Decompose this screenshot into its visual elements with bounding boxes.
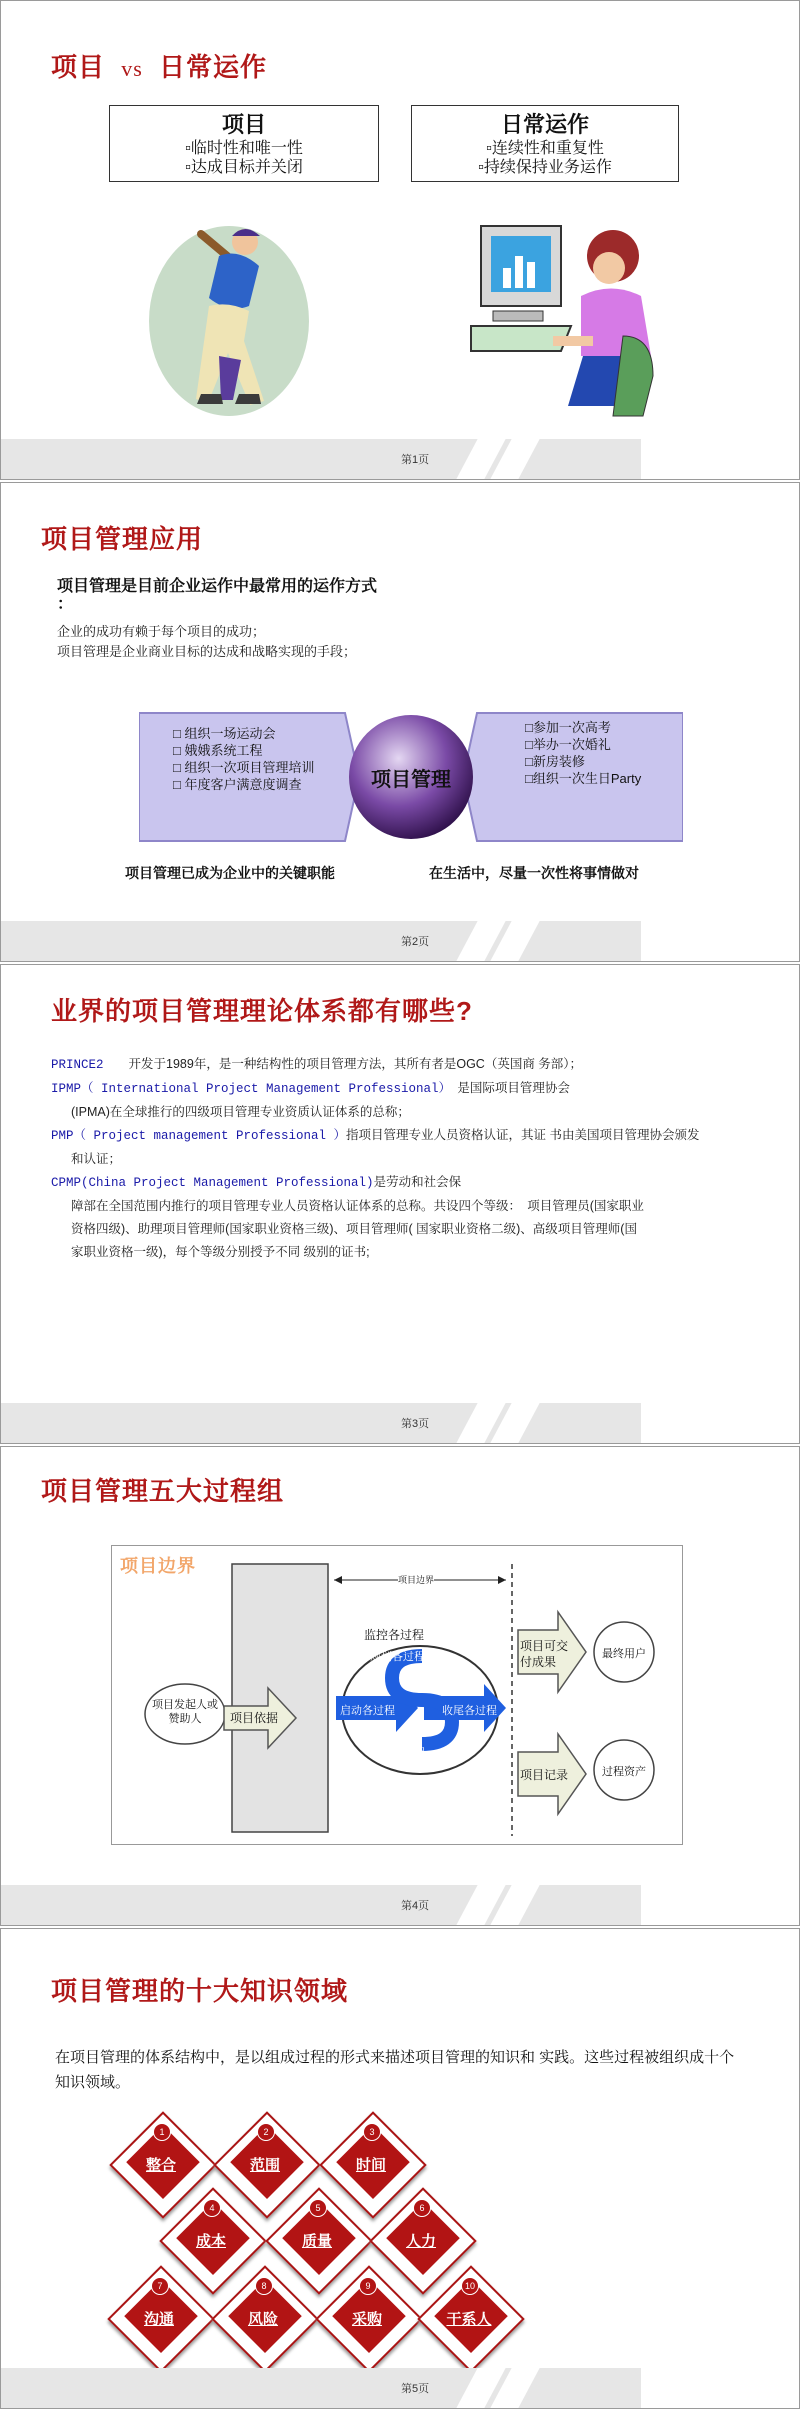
area-number: 7 xyxy=(151,2277,169,2295)
project-box xyxy=(109,105,379,182)
slide-footer xyxy=(1,2368,641,2408)
ipmp-line: IPMP（ International Project Management Professional） 是国际项目管理协会 xyxy=(51,1081,570,1096)
caption-right: 在生活中，尽量一次性将事情做对 xyxy=(429,865,639,881)
slide-2 xyxy=(0,482,800,962)
end-user-node: 最终用户 xyxy=(602,1648,646,1660)
slide-footer xyxy=(1,921,641,961)
list-item: □参加一次高考 xyxy=(525,720,611,735)
area-label: 范围 xyxy=(249,2157,280,2174)
area-number: 8 xyxy=(255,2277,273,2295)
slide-3-title: 业界的项目管理理论体系都有哪些? xyxy=(51,996,473,1026)
slide-footer xyxy=(1,1885,641,1925)
office-worker-illustration xyxy=(463,216,673,426)
start-label: 启动各过程 xyxy=(340,1705,395,1717)
intro-paragraph: 在项目管理的体系结构中，是以组成过程的形式来描述项目管理的知识和 实践。这些过程被组织成十个知识领域。 xyxy=(55,2049,735,2091)
sponsor-node: 项目发起人或赞助人 xyxy=(152,1699,218,1725)
slide-2-title: 项目管理应用 xyxy=(41,524,204,554)
pmp-line-2: 和认证； xyxy=(71,1152,122,1166)
plan-label: 规划各过程 xyxy=(370,1651,425,1663)
slide-4-title: 项目管理五大过程组 xyxy=(41,1476,285,1506)
area-number: 2 xyxy=(257,2123,275,2141)
page-number: 第4页 xyxy=(401,1900,430,1912)
list-item: □ 年度客户满意度调查 xyxy=(173,777,302,792)
body-line: 企业的成功有赖于每个项目的成功； xyxy=(57,624,266,639)
caption-left: 项目管理已成为企业中的关键职能 xyxy=(125,865,335,881)
subtitle-colon: ： xyxy=(57,596,74,613)
area-number: 6 xyxy=(413,2199,431,2217)
deliverable-label: 项目可交付成果 xyxy=(520,1639,569,1669)
page-number: 第2页 xyxy=(401,936,430,948)
area-label: 时间 xyxy=(355,2157,386,2174)
pmp-line: PMP（ Project management Professional ）指项目管理专业人员资格认证，其证 书由美国项目管理协会颁发 xyxy=(51,1128,700,1143)
area-label: 风险 xyxy=(247,2311,278,2328)
cpmp-line: CPMP(China Project Management Professional)是劳动和社会保 xyxy=(51,1175,462,1190)
area-label: 采购 xyxy=(351,2311,382,2328)
body-line: 项目管理是企业商业目标的达成和战略实现的手段； xyxy=(57,644,357,659)
page-number: 第5页 xyxy=(401,2383,430,2395)
boundary-label: 项目边界 xyxy=(120,1556,196,1576)
basis-arrow-label: 项目依据 xyxy=(230,1711,279,1725)
area-label: 成本 xyxy=(195,2233,226,2250)
area-label: 质量 xyxy=(301,2233,332,2250)
operations-box-heading: 日常运作 xyxy=(500,112,589,137)
slide-5 xyxy=(0,1928,800,2409)
page-number: 第1页 xyxy=(401,454,430,466)
slide-footer xyxy=(1,1403,641,1443)
cpmp-line-3: 资格四级)、助理项目管理师(国家职业资格三级)、项目管理师( 国家职业资格二级)、高级项目管理师(国 xyxy=(71,1222,637,1236)
list-item: □ 组织一场运动会 xyxy=(173,726,276,741)
area-label: 干系人 xyxy=(446,2311,492,2328)
title-project: 项目 xyxy=(51,52,106,82)
list-item: ▫临时性和唯一性 xyxy=(185,140,303,157)
right-examples xyxy=(525,719,641,787)
project-box-heading: 项目 xyxy=(221,112,266,137)
process-diagram xyxy=(111,1545,683,1845)
list-item: □ 娥娥系统工程 xyxy=(173,743,263,758)
area-number: 4 xyxy=(203,2199,221,2217)
left-examples xyxy=(173,725,314,793)
list-item: ▫持续保持业务运作 xyxy=(478,159,612,176)
list-item: ▫达成目标并关闭 xyxy=(185,159,303,176)
list-item: □新房装修 xyxy=(525,754,585,769)
slide-footer xyxy=(1,439,641,479)
assets-node: 过程资产 xyxy=(602,1766,646,1778)
slide-3 xyxy=(0,964,800,1444)
title-operations: 日常运作 xyxy=(159,52,268,82)
center-label: 项目管理 xyxy=(371,769,451,791)
list-item: ▫连续性和重复性 xyxy=(486,140,604,157)
knowledge-areas xyxy=(1,1929,799,2408)
title-vs: vs xyxy=(121,56,143,81)
slide-1-title xyxy=(51,47,267,84)
cpmp-line-2: 障部在全国范围内推行的项目管理专业人员资格认证体系的总称。共设四个等级： 项目管理员(国家职业 xyxy=(71,1199,644,1213)
prince2-line: PRINCE2 开发于1989年，是一种结构性的项目管理方法，其所有者是OGC（英国商 务部）； xyxy=(51,1057,583,1072)
subtitle: 项目管理是目前企业运作中最常用的运作方式 xyxy=(57,578,378,595)
area-label: 整合 xyxy=(145,2157,176,2174)
area-number: 10 xyxy=(461,2277,479,2295)
list-item: □举办一次婚礼 xyxy=(525,737,611,752)
slide-1 xyxy=(0,0,800,480)
baseball-player-illustration xyxy=(139,216,339,426)
operations-box xyxy=(411,105,679,182)
boundary-arrow-label: 项目边界 xyxy=(398,1575,435,1585)
ipmp-line-2: (IPMA)在全球推行的四级项目管理专业资质认证体系的总称； xyxy=(71,1105,410,1119)
area-number: 9 xyxy=(359,2277,377,2295)
area-number: 5 xyxy=(309,2199,327,2217)
area-label: 人力 xyxy=(405,2233,436,2250)
frameworks-text xyxy=(51,1053,741,1264)
list-item: □ 组织一次项目管理培训 xyxy=(173,760,315,775)
page-number: 第3页 xyxy=(401,1418,430,1430)
area-label: 沟通 xyxy=(143,2311,174,2328)
records-label: 项目记录 xyxy=(520,1768,569,1782)
slide-5-title: 项目管理的十大知识领域 xyxy=(51,1976,349,2006)
list-item: □组织一次生日Party xyxy=(525,771,642,786)
slide-4 xyxy=(0,1446,800,1926)
execute-label: 执行各过程 xyxy=(370,1747,425,1759)
cpmp-line-4: 家职业资格一级)，每个等级分别授予不同 级别的证书; xyxy=(71,1245,370,1259)
area-number: 1 xyxy=(153,2123,171,2141)
area-number: 3 xyxy=(363,2123,381,2141)
close-label: 收尾各过程 xyxy=(442,1705,497,1717)
monitor-label: 监控各过程 xyxy=(364,1628,425,1642)
